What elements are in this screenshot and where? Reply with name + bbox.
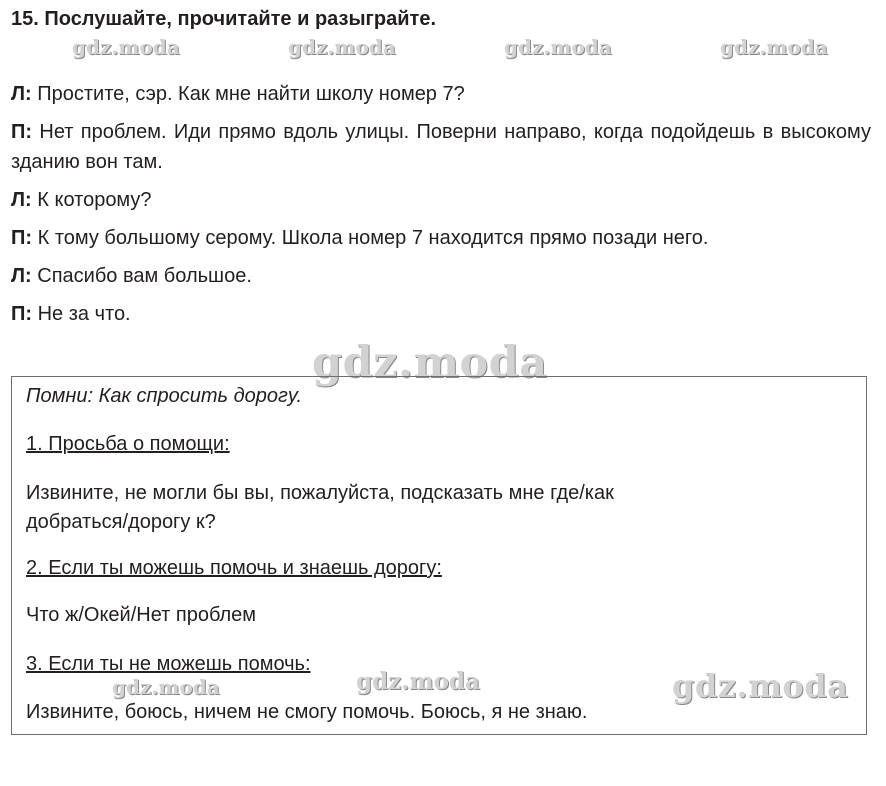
dialog-line — [11, 299, 871, 329]
section-text: Извините, не могли бы вы, пожалуйста, подсказать мне где/как — [26, 482, 614, 504]
dialog-line — [11, 185, 871, 215]
speaker-label: П: — [11, 121, 33, 143]
section-text: Что ж/Окей/Нет проблем — [26, 604, 257, 626]
dialog-text: Спасибо вам большое. — [37, 265, 252, 287]
dialog-line — [11, 79, 871, 109]
dialog-line — [11, 117, 871, 177]
section-heading: 1. Просьба о помощи: — [26, 433, 230, 455]
dialog-line — [11, 223, 871, 253]
speaker-label: П: — [11, 303, 33, 325]
speaker-label: Л: — [11, 265, 32, 287]
dialog-text: К тому большому серому. Школа номер 7 находится прямо позади него. — [37, 227, 709, 249]
dialog-line — [11, 261, 871, 291]
watermark-logo: gdz.moda — [112, 675, 220, 699]
section-text: добраться/дорогу к? — [26, 511, 216, 533]
watermark-logo: gdz.moda — [720, 35, 828, 59]
watermark-logo: gdz.moda — [356, 668, 480, 695]
dialog — [11, 79, 871, 337]
watermark-logo: gdz.moda — [72, 35, 180, 59]
dialog-text: Не за что. — [37, 303, 131, 325]
tip-title: Помни: Как спросить дорогу. — [26, 385, 303, 407]
dialog-text: Простите, сэр. Как мне найти школу номер 7? — [37, 83, 465, 105]
watermark-logo: gdz.moda — [288, 35, 396, 59]
speaker-label: Л: — [11, 189, 32, 211]
exercise-heading: 15. Послушайте, прочитайте и разыграйте. — [11, 8, 436, 30]
watermark-logo: gdz.moda — [312, 338, 548, 388]
speaker-label: Л: — [11, 83, 32, 105]
section-heading: 2. Если ты можешь помочь и знаешь дорогу: — [26, 557, 442, 579]
watermark-logo: gdz.moda — [672, 667, 849, 705]
dialog-text: К которому? — [37, 189, 152, 211]
dialog-text: Нет проблем. Иди прямо вдоль улицы. Поверни направо, когда подойдешь в высокому зданию вон там. — [11, 121, 871, 173]
section-text: Извините, боюсь, ничем не смогу помочь. Боюсь, я не знаю. — [26, 701, 588, 723]
speaker-label: П: — [11, 227, 33, 249]
section-heading: 3. Если ты не можешь помочь: — [26, 653, 311, 675]
watermark-logo: gdz.moda — [504, 35, 612, 59]
